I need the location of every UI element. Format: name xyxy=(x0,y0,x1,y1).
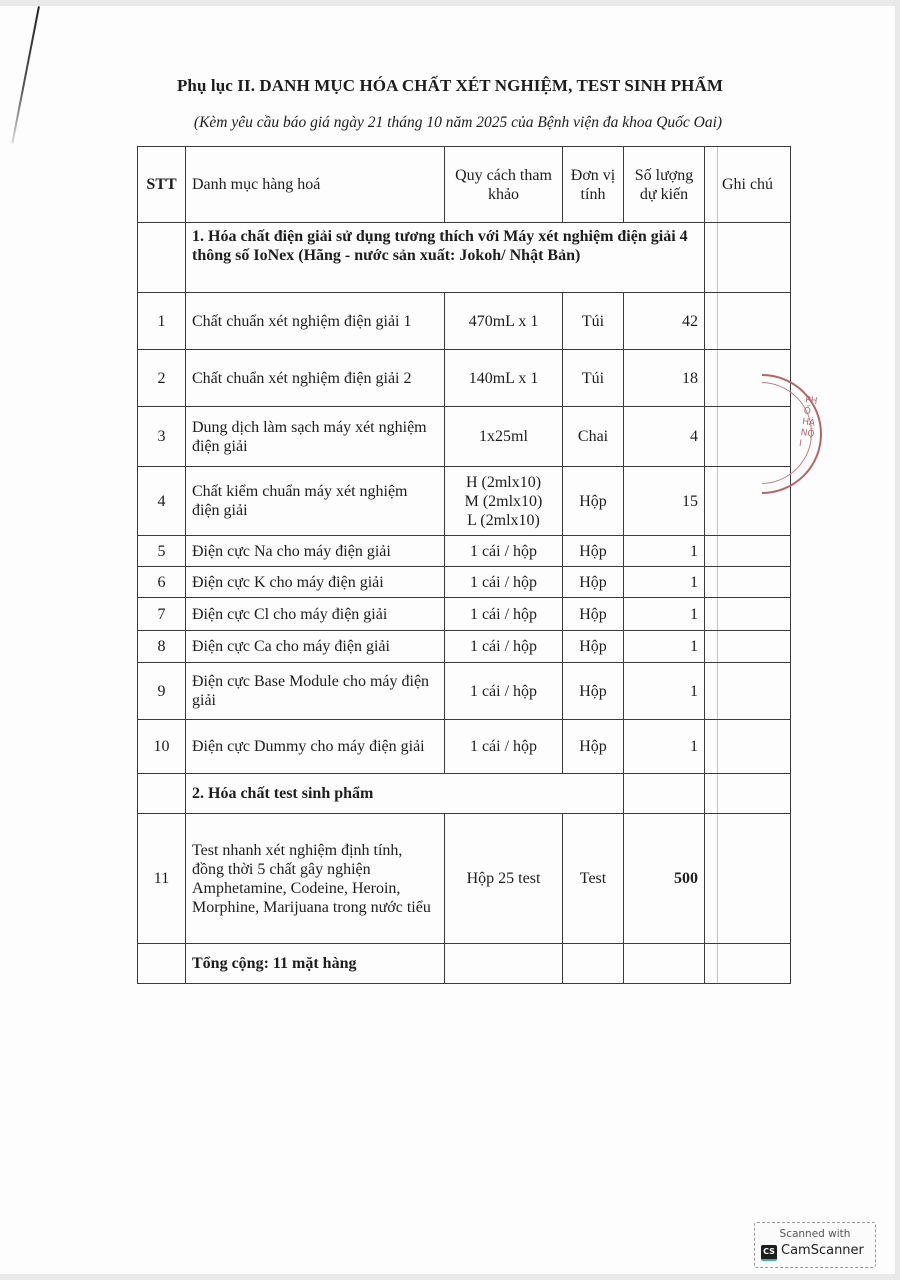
total-stt xyxy=(138,944,186,984)
spec-line: M (2mlx10) xyxy=(464,492,543,510)
cell-unit: Hộp xyxy=(563,598,624,631)
header-qty: Số lượng dự kiến xyxy=(624,147,705,223)
header-stt: STT xyxy=(138,147,186,223)
cell-name: Dung dịch làm sạch máy xét nghiệm điện giải xyxy=(186,407,445,467)
cell-unit: Chai xyxy=(563,407,624,467)
cell-spec: 1 cái / hộp xyxy=(445,663,563,720)
section-row xyxy=(138,774,791,814)
cell-unit: Túi xyxy=(563,350,624,407)
cell-qty: 42 xyxy=(624,293,705,350)
total-note xyxy=(705,944,791,984)
cell-unit: Hộp xyxy=(563,567,624,598)
cell-qty: 18 xyxy=(624,350,705,407)
table-row xyxy=(138,631,791,663)
cell-qty: 1 xyxy=(624,663,705,720)
cell-name: Điện cực Dummy cho máy điện giải xyxy=(186,720,445,774)
total-label: Tổng cộng: 11 mặt hàng xyxy=(186,944,445,984)
section-note xyxy=(705,774,791,814)
table-row xyxy=(138,598,791,631)
table-row xyxy=(138,350,791,407)
cell-spec: 1 cái / hộp xyxy=(445,598,563,631)
watermark-caption: Scanned with xyxy=(779,1228,851,1240)
cell-note xyxy=(705,720,791,774)
stamp-text: PHỐ HÀ NỘI xyxy=(798,395,818,450)
cell-spec: 470mL x 1 xyxy=(445,293,563,350)
document-subtitle: (Kèm yêu cầu báo giá ngày 21 tháng 10 năm 2025 của Bệnh viện đa khoa Quốc Oai) xyxy=(193,114,723,131)
table-row xyxy=(138,407,791,467)
cell-stt: 6 xyxy=(138,567,186,598)
cell-note xyxy=(705,663,791,720)
header-spec: Quy cách tham khảo xyxy=(445,147,563,223)
cell-name: Điện cực Cl cho máy điện giải xyxy=(186,598,445,631)
cell-unit: Túi xyxy=(563,293,624,350)
section-qty xyxy=(624,774,705,814)
cell-name: Điện cực Base Module cho máy điện giải xyxy=(186,663,445,720)
cell-stt: 4 xyxy=(138,467,186,536)
table-header-row xyxy=(138,147,791,223)
cell-name: Chất chuẩn xét nghiệm điện giải 1 xyxy=(186,293,445,350)
cell-qty: 1 xyxy=(624,598,705,631)
spec-line: L (2mlx10) xyxy=(467,511,540,529)
cell-stt: 10 xyxy=(138,720,186,774)
table-row xyxy=(138,663,791,720)
cell-note xyxy=(705,293,791,350)
cell-note xyxy=(705,631,791,663)
cell-spec: 1x25ml xyxy=(445,407,563,467)
cell-unit: Test xyxy=(563,814,624,944)
camscanner-logo-icon: CS xyxy=(761,1245,777,1261)
cell-note xyxy=(705,598,791,631)
cell-note xyxy=(705,567,791,598)
header-unit: Đơn vị tính xyxy=(563,147,624,223)
section-row xyxy=(138,223,791,293)
cell-spec: 140mL x 1 xyxy=(445,350,563,407)
section-note xyxy=(705,223,791,293)
total-unit xyxy=(563,944,624,984)
cell-spec: 1 cái / hộp xyxy=(445,567,563,598)
camscanner-watermark xyxy=(754,1222,876,1268)
spec-line: H (2mlx10) xyxy=(465,473,542,491)
cell-stt: 5 xyxy=(138,536,186,567)
section-stt xyxy=(138,223,186,293)
total-row xyxy=(138,944,791,984)
total-qty xyxy=(624,944,705,984)
cell-qty: 15 xyxy=(624,467,705,536)
section-stt xyxy=(138,774,186,814)
cell-note xyxy=(705,814,791,944)
cell-qty: 1 xyxy=(624,567,705,598)
cell-stt: 8 xyxy=(138,631,186,663)
cell-qty: 500 xyxy=(624,814,705,944)
cell-spec: Hộp 25 test xyxy=(445,814,563,944)
cell-stt: 9 xyxy=(138,663,186,720)
cell-name: Chất kiểm chuẩn máy xét nghiệm điện giải xyxy=(186,467,445,536)
cell-note xyxy=(705,536,791,567)
table-row xyxy=(138,536,791,567)
cell-unit: Hộp xyxy=(563,663,624,720)
official-stamp xyxy=(762,374,854,494)
table-row xyxy=(138,814,791,944)
watermark-brand: CamScanner xyxy=(781,1243,864,1258)
cell-qty: 1 xyxy=(624,631,705,663)
cell-unit: Hộp xyxy=(563,536,624,567)
cell-name: Chất chuẩn xét nghiệm điện giải 2 xyxy=(186,350,445,407)
header-note: Ghi chú xyxy=(705,147,791,223)
cell-name: Test nhanh xét nghiệm định tính, đồng thời 5 chất gây nghiện Amphetamine, Codeine, Heroin, Morphine, Marijuana trong nước tiểu xyxy=(186,814,445,944)
cell-stt: 11 xyxy=(138,814,186,944)
cell-name: Điện cực K cho máy điện giải xyxy=(186,567,445,598)
cell-spec: 1 cái / hộp xyxy=(445,720,563,774)
cell-stt: 1 xyxy=(138,293,186,350)
cell-qty: 1 xyxy=(624,536,705,567)
items-table xyxy=(137,146,791,984)
document-title: Phụ lục II. DANH MỤC HÓA CHẤT XÉT NGHIỆM, TEST SINH PHẨM xyxy=(176,76,724,95)
table-row xyxy=(138,293,791,350)
cell-name: Điện cực Ca cho máy điện giải xyxy=(186,631,445,663)
cell-qty: 1 xyxy=(624,720,705,774)
section-title: 2. Hóa chất test sinh phẩm xyxy=(186,774,624,814)
section-title: 1. Hóa chất điện giải sử dụng tương thích với Máy xét nghiệm điện giải 4 thông số IoNex (Hãng - nước sản xuất: Jokoh/ Nhật Bản) xyxy=(186,223,705,293)
document-page xyxy=(0,6,895,1274)
table-row xyxy=(138,720,791,774)
cell-unit: Hộp xyxy=(563,631,624,663)
table-row xyxy=(138,467,791,536)
cell-spec xyxy=(445,467,563,536)
cell-unit: Hộp xyxy=(563,467,624,536)
header-name: Danh mục hàng hoá xyxy=(186,147,445,223)
cell-stt: 7 xyxy=(138,598,186,631)
cell-stt: 3 xyxy=(138,407,186,467)
cell-name: Điện cực Na cho máy điện giải xyxy=(186,536,445,567)
total-spec xyxy=(445,944,563,984)
table-row xyxy=(138,567,791,598)
cell-stt: 2 xyxy=(138,350,186,407)
cell-unit: Hộp xyxy=(563,720,624,774)
cell-spec: 1 cái / hộp xyxy=(445,631,563,663)
cell-spec: 1 cái / hộp xyxy=(445,536,563,567)
cell-qty: 4 xyxy=(624,407,705,467)
